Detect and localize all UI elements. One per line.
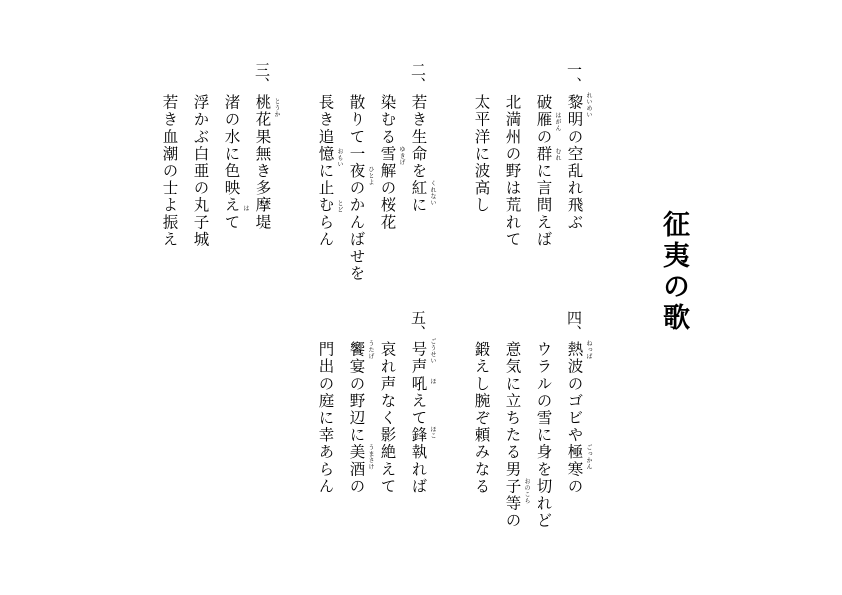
verse-5-line-4: 門出の庭に幸あらん [316,341,335,495]
song-title: 征夷の歌 [658,210,689,334]
ruby-neppa: ねっぱ [585,340,592,360]
verse-4-number: 四、 [565,310,583,340]
verse-4-line-4: 鍛えし腕ぞ頼みなる [472,341,491,495]
verse-3-line-1: 桃花果無き多摩堤 [253,94,272,231]
verse-2-line-2: 染むる雪解の桜花 [378,94,397,231]
ruby-hitoyo: ひとよ [367,166,374,186]
verse-1-line-2: 破雁の群に言問えば [534,94,553,248]
verse-1-line-4: 太平洋に波高し [472,94,491,214]
ruby-touka: とうか [273,98,280,118]
verse-1-line-3: 北満州の野は荒れて [503,94,522,248]
ruby-ha: は [242,205,249,212]
verse-5-line-1: 号声吼えて鋒執れば [409,341,428,495]
ruby-onokora: おのこら [523,478,530,504]
ruby-mure: むれ [554,148,561,161]
verse-5-line-3: 饗宴の野辺に美酒の [347,341,366,495]
verse-5-number: 五、 [409,310,427,340]
verse-3-line-2: 渚の水に色映えて [222,94,241,231]
verse-4-line-1: 熱波のゴビや極寒の [565,341,584,495]
ruby-omoi: おもい [336,148,343,168]
ruby-hoe: ほ [429,378,436,385]
ruby-yukige: ゆきげ [398,146,405,166]
ruby-todo: とど [336,200,343,213]
ruby-kurenai: くれない [429,180,436,206]
verse-3-line-4: 若き血潮の士よ振え [160,94,179,248]
verse-2-line-3: 散りて一夜のかんばせを [347,94,366,283]
verse-2-line-4: 長き追憶に止むらん [316,94,335,248]
ruby-umasake: うまさけ [367,444,374,470]
verse-5-line-2: 哀れ声なく影絶えて [378,341,397,495]
verse-4-line-2: ウラルの雪に身を切れど [534,341,553,530]
verse-2-number: 二、 [409,62,427,92]
verse-1-line-1: 黎明の空乱れ飛ぶ [565,94,584,231]
ruby-gokan: ごっかん [585,444,592,470]
verse-3-line-3: 浮かぶ白亜の丸子城 [191,94,210,248]
ruby-hoko: ほこ [429,426,436,439]
verse-1-number: 一、 [565,62,583,92]
ruby-hagan: はがん [554,112,561,132]
ruby-gousei: ごうせい [429,338,436,364]
verse-4-line-3: 意気に立ちたる男子等の [503,341,522,530]
ruby-utage: うたげ [367,340,374,360]
verse-2-line-1: 若き生命を紅に [409,94,428,214]
verse-3-number: 三、 [253,62,271,92]
ruby-reimei: れいめい [585,92,592,118]
